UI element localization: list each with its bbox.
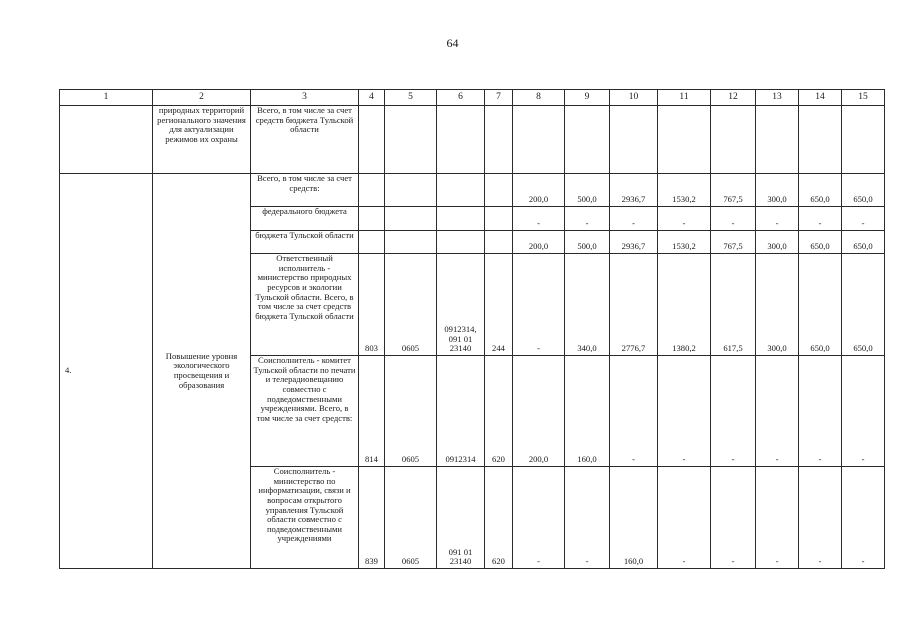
value-cell: - [610, 356, 658, 467]
expense-type-cell [485, 174, 513, 207]
value-cell: - [565, 207, 610, 231]
header-cell: 13 [756, 90, 799, 106]
table-row [60, 174, 885, 207]
header-cell: 8 [513, 90, 565, 106]
value-cell: - [513, 254, 565, 356]
value-cell: 617,5 [711, 254, 756, 356]
funding-desc-cell: Соисполнитель - министерство по информатизации, связи и вопросам открытого управления Тульской области совместно с подведомственными учреждениями [251, 467, 359, 569]
value-cell: 1380,2 [658, 254, 711, 356]
expense-type-cell: 620 [485, 356, 513, 467]
target-article-cell: 0912314, 091 01 23140 [437, 254, 485, 356]
kgrbs-cell: 814 [359, 356, 385, 467]
header-cell: 7 [485, 90, 513, 106]
funding-desc-cell: Всего, в том числе за счет средств: [251, 174, 359, 207]
value-cell: 160,0 [565, 356, 610, 467]
value-cell: 650,0 [842, 254, 885, 356]
value-cell: - [842, 356, 885, 467]
header-cell: 4 [359, 90, 385, 106]
target-article-cell [437, 174, 485, 207]
kgrbs-cell [359, 231, 385, 254]
value-cell: 500,0 [565, 174, 610, 207]
target-article-cell [437, 231, 485, 254]
value-cell: 650,0 [842, 231, 885, 254]
section-number-cell: 4. [60, 174, 153, 569]
section-code-cell [385, 231, 437, 254]
expense-type-cell [485, 207, 513, 231]
header-cell: 15 [842, 90, 885, 106]
value-cell: 650,0 [799, 231, 842, 254]
value-cell: - [799, 467, 842, 569]
value-cell: 2936,7 [610, 231, 658, 254]
value-cell: - [842, 467, 885, 569]
funding-desc-cell: Соисполнитель - комитет Тульской области по печати и телерадиовещанию совместно с подведомственными учреждениями. Всего, в том числе за счет средств: [251, 356, 359, 467]
kgrbs-cell: 803 [359, 254, 385, 356]
value-cell: - [711, 467, 756, 569]
value-cell: 650,0 [842, 174, 885, 207]
value-cell: 767,5 [711, 174, 756, 207]
value-cell: - [756, 207, 799, 231]
funding-desc-cell: Всего, в том числе за счет средств бюджета Тульской области [251, 106, 359, 174]
measure-name-cell: природных территорий регионального значения для актуализации режимов их охраны [153, 106, 251, 174]
target-article-cell [437, 207, 485, 231]
value-cell: - [610, 207, 658, 231]
header-cell: 6 [437, 90, 485, 106]
kgrbs-cell: 839 [359, 467, 385, 569]
value-cell: - [658, 356, 711, 467]
value-cell: - [711, 356, 756, 467]
value-cell: 200,0 [513, 356, 565, 467]
value-cell: - [799, 356, 842, 467]
value-cell: 160,0 [610, 467, 658, 569]
section-code-cell: 0605 [385, 467, 437, 569]
value-cell: 300,0 [756, 231, 799, 254]
header-cell: 11 [658, 90, 711, 106]
value-cell: - [658, 207, 711, 231]
value-cell: - [711, 207, 756, 231]
target-article-cell: 091 01 23140 [437, 467, 485, 569]
value-cell: 2936,7 [610, 174, 658, 207]
table-row [60, 106, 885, 174]
page-number: 64 [446, 36, 459, 50]
value-cell: 767,5 [711, 231, 756, 254]
value-cell: - [799, 207, 842, 231]
section-code-cell [385, 174, 437, 207]
value-cell: 1530,2 [658, 174, 711, 207]
value-cell: 200,0 [513, 174, 565, 207]
kgrbs-cell [359, 207, 385, 231]
header-cell: 1 [60, 90, 153, 106]
funding-desc-cell: бюджета Тульской области [251, 231, 359, 254]
funding-desc-cell: федерального бюджета [251, 207, 359, 231]
section-name-cell: Повышение уровня экологического просвещения и образования [153, 174, 251, 569]
header-cell: 14 [799, 90, 842, 106]
expense-type-cell [485, 231, 513, 254]
header-cell: 9 [565, 90, 610, 106]
value-cell: - [658, 467, 711, 569]
value-cell: 2776,7 [610, 254, 658, 356]
value-cell: 650,0 [799, 174, 842, 207]
expense-type-cell: 244 [485, 254, 513, 356]
budget-table [59, 89, 885, 569]
section-code-cell: 0605 [385, 254, 437, 356]
value-cell: - [565, 467, 610, 569]
value-cell: 650,0 [799, 254, 842, 356]
section-code-cell: 0605 [385, 356, 437, 467]
value-cell: 200,0 [513, 231, 565, 254]
value-cell: - [756, 467, 799, 569]
value-cell: - [513, 467, 565, 569]
header-cell: 2 [153, 90, 251, 106]
header-cell: 12 [711, 90, 756, 106]
value-cell: - [842, 207, 885, 231]
header-cell: 10 [610, 90, 658, 106]
section-code-cell [385, 207, 437, 231]
value-cell: - [756, 356, 799, 467]
value-cell: 1530,2 [658, 231, 711, 254]
funding-desc-cell: Ответственный исполнитель - министерство природных ресурсов и экологии Тульской области. Всего, в том числе за счет средств бюджета Тульской области [251, 254, 359, 356]
value-cell: 300,0 [756, 254, 799, 356]
target-article-cell: 0912314 [437, 356, 485, 467]
value-cell: 300,0 [756, 174, 799, 207]
header-row [60, 90, 885, 106]
value-cell: 500,0 [565, 231, 610, 254]
header-cell: 5 [385, 90, 437, 106]
empty-cell [60, 106, 153, 174]
kgrbs-cell [359, 174, 385, 207]
value-cell: 340,0 [565, 254, 610, 356]
expense-type-cell: 620 [485, 467, 513, 569]
value-cell: - [513, 207, 565, 231]
header-cell: 3 [251, 90, 359, 106]
